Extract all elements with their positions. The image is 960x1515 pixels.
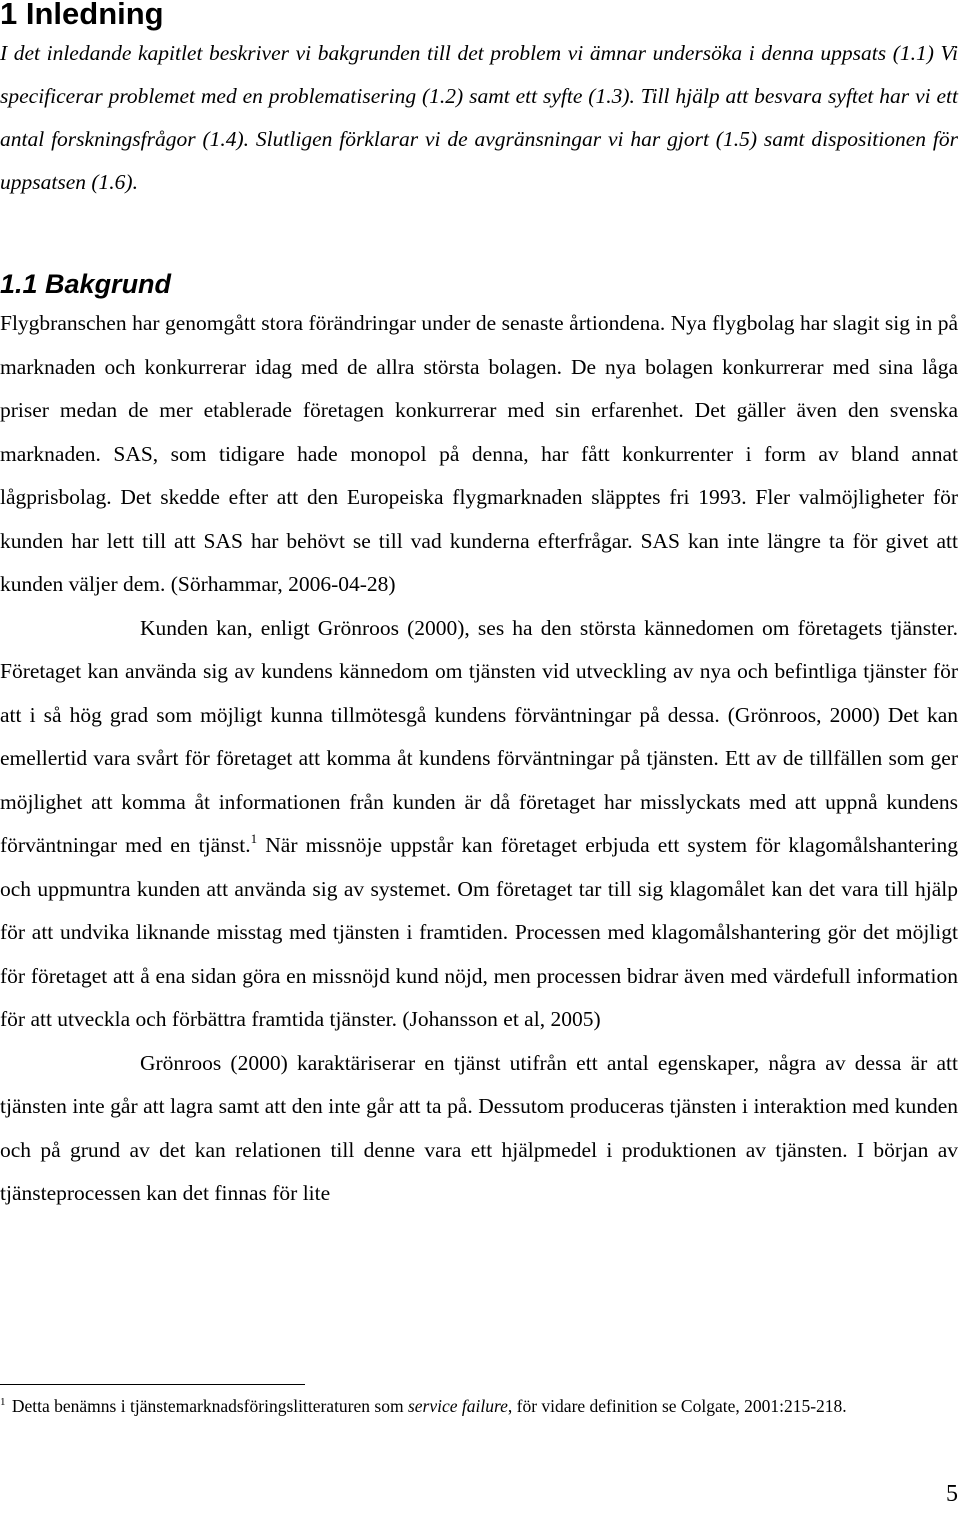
footnote-reference[interactable]: 1 — [250, 831, 258, 846]
footnote-text: , för vidare definition se Colgate, 2001:215-218. — [507, 1396, 847, 1416]
body-paragraph: Flygbranschen har genomgått stora förändringar under de senaste årtiondena. Nya flygbolag har slagit sig in på marknaden och konkurrerar idag med de allra största bolagen. De nya bolagen konkurrerar med sina låga priser medan de mer etablerade företagen konkurrerar med sin erfarenhet. Det gäller även den svenska marknaden. SAS, som tidigare hade monopol på denna, har fått konkurrenter i form av bland annat lågprisbolag. Det skedde efter att den Europeiska flygmarknaden släpptes fri 1993. Fler valmöjligheter för kunden har lett till att SAS har behövt se till vad kunderna efterfrågar. SAS kan inte längre ta för givet att kunden väljer dem. (Sörhammar, 2006-04-28) — [0, 311, 958, 596]
footnote-emphasis: service failure — [407, 1396, 508, 1416]
body-paragraph: Grönroos (2000) karaktäriserar en tjänst utifrån ett antal egenskaper, några av dessa är att tjänsten inte går att lagra samt att den inte går att ta på. Dessutom produceras tjänsten i interaktion med kunden och på grund av det kan relationen till denne vara ett hjälpmedel i produktionen av tjänsten. I början av tjänsteprocessen kan det finnas för lite — [0, 1050, 958, 1205]
chapter-intro: I det inledande kapitlet beskriver vi bakgrunden till det problem vi ämnar undersöka i denna uppsats (1.1) Vi specificerar problemet med en problematisering (1.2) samt ett syfte (1.3). Till hjälp att besvara syftet har vi ett antal forskningsfrågor (1.4). Slutligen förklarar vi de avgränsningar vi har gjort (1.5) samt dispositionen för uppsatsen (1.6). — [0, 41, 958, 194]
footnote-text: Detta benämns i tjänstemarknadsföringslitteraturen som — [11, 1396, 404, 1416]
body-paragraph — [0, 607, 958, 1042]
section-body — [0, 302, 958, 1216]
footnote-separator — [0, 1384, 305, 1385]
page-number: 5 — [946, 1481, 958, 1507]
chapter-heading: 1 Inledning — [0, 0, 164, 31]
footnote-marker: 1 — [0, 1396, 6, 1408]
body-paragraph-text: Kunden kan, enligt Grönroos (2000), ses ha den största kännedomen om företagets tjänster. Företaget kan använda sig av kundens kännedom om tjänsten vid utveckling av nya och befintliga tjänster för att i så hög grad som möjligt kunna tillmötesgå kundens förväntningar på dessa. (Grönroos, 2000) Det kan emellertid vara svårt för företaget att komma åt kundens förväntningar på tjänsten. Ett av de tillfällen som ger möjlighet att komma åt informationen från kunden är då företaget har misslyckats med att uppnå kundens förväntningar med en tjänst. — [0, 615, 958, 857]
body-paragraph-text: När missnöje uppstår kan företaget erbjuda ett system för klagomålshantering och uppmuntra kunden att använda sig av systemet. Om företaget tar till sig klagomålet kan det vara till hjälp för att undvika liknande misstag med tjänsten i framtiden. Processen med klagomålshantering gör det möjligt för företaget att å ena sidan göra en missnöjd kund nöjd, men processen bidrar även med värdefull information för att utveckla och förbättra framtida tjänster. (Johansson et al, 2005) — [0, 833, 958, 1031]
footnote — [0, 1394, 958, 1418]
section-heading: 1.1 Bakgrund — [0, 269, 172, 299]
